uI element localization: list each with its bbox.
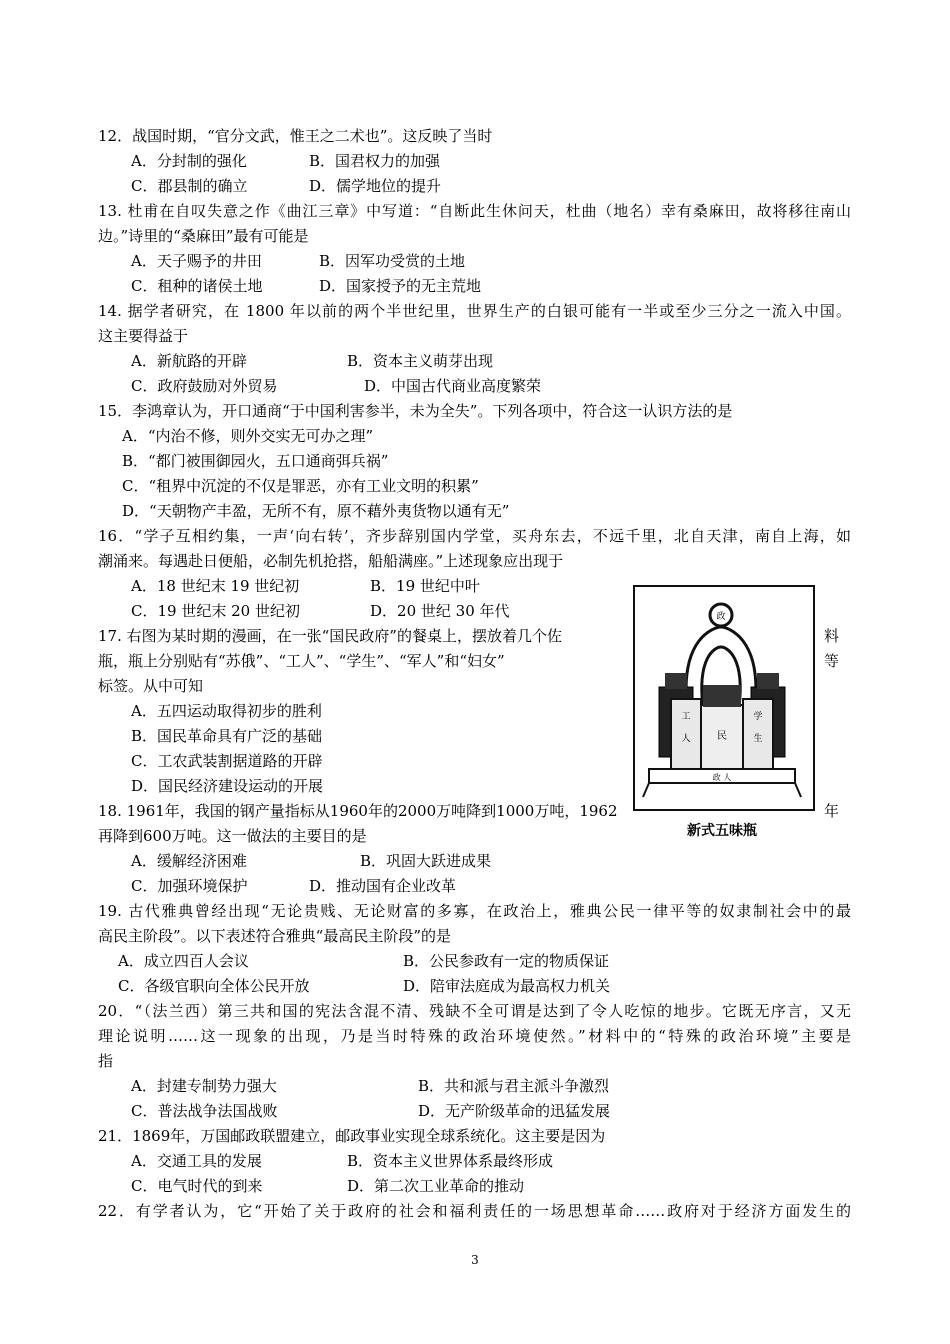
q17-option-a: A．五四运动取得初步的胜利 [131, 702, 322, 720]
q20-stem-line1: 20．“（法兰西）第三共和国的宪法含混不清、残缺不全可谓是达到了令人吃惊的地步。它既无序言，又无 [98, 1002, 851, 1020]
label-right: 学 [753, 712, 763, 722]
q13-stem-line1: 13. 杜甫在自叹失意之作《曲江三章》中写道：“自断此生休问天，杜曲（地名）幸有桑麻田，故将移往南山 [98, 202, 851, 220]
condiment-bottles-illustration [635, 587, 809, 805]
q12-stem: 12．战国时期，“官分文武，惟王之二术也”。这反映了当时 [98, 127, 493, 145]
q17-stem-line2: 瓶，瓶上分别贴有“苏俄”、“工人”、“学生”、“军人”和“妇女” [98, 652, 505, 670]
page-number: 3 [471, 1253, 479, 1267]
q18-stem-line2: 再降到600万吨。这一做法的主要目的是 [98, 827, 367, 845]
q14-stem-line1: 14. 据学者研究，在 1800 年以前的两个半世纪里，世界生产的白银可能有一半或至少三分之一流入中国。 [98, 302, 851, 320]
cartoon-figure [633, 585, 815, 811]
q21-stem: 21．1869年，万国邮政联盟建立，邮政事业实现全球系统化。这主要是因为 [98, 1127, 606, 1145]
q13-option-a: A．天子赐予的井田 [131, 252, 262, 270]
label-base: 政 人 [712, 773, 732, 782]
q16-option-c: C．19 世纪末 20 世纪初 [131, 602, 300, 620]
q20-option-d: D．无产阶级革命的迅猛发展 [418, 1102, 611, 1120]
q18-option-b: B．巩固大跃进成果 [360, 852, 492, 870]
q12-option-d: D．儒学地位的提升 [309, 177, 442, 195]
q14-option-a: A．新航路的开辟 [131, 352, 247, 370]
q13-option-c: C．租种的诸侯土地 [131, 277, 263, 295]
q19-stem-line1: 19. 古代雅典曾经出现“无论贵贱、无论财富的多寡，在政治上，雅典公民一律平等的奴隶制社会中的最 [98, 902, 851, 920]
q19-option-a: A．成立四百人会议 [118, 952, 249, 970]
q12-option-c: C．郡县制的确立 [131, 177, 248, 195]
q15-stem: 15．李鸿章认为，开口通商“于中国利害参半，未为全失”。下列各项中，符合这一认识方法的是 [98, 402, 733, 420]
q22-stem-line1: 22．有学者认为，它“开始了关于政府的社会和福利责任的一场思想革命……政府对于经济方面发生的 [98, 1202, 851, 1220]
q18-stem-line1: 18. 1961年，我国的钢产量指标从1960年的2000万吨降到1000万吨，1962 [98, 802, 618, 820]
q19-option-d: D．陪审法庭成为最高权力机关 [403, 977, 611, 995]
q12-option-b: B．国君权力的加强 [309, 152, 441, 170]
q20-stem-line2: 理论说明……这一现象的出现，乃是当时特殊的政治环境使然。”材料中的“特殊的政治环境”主要是 [98, 1027, 851, 1045]
q17-stem-line1-end: 料 [824, 627, 840, 645]
q14-option-b: B．资本主义萌芽出现 [347, 352, 494, 370]
q18-option-c: C．加强环境保护 [131, 877, 248, 895]
q15-option-b: B．“都门被围御园火，五口通商弭兵祸” [122, 452, 389, 470]
q15-option-d: D．“天朝物产丰盈，无所不有，原不藉外夷货物以通有无” [122, 502, 510, 520]
q18-option-a: A．缓解经济困难 [131, 852, 247, 870]
q17-stem-line3: 标签。从中可知 [98, 677, 204, 695]
label-left: 工 [681, 712, 691, 722]
label-right-2: 生 [753, 734, 763, 744]
q19-option-c: C．各级官职向全体公民开放 [118, 977, 310, 995]
figure-caption: 新式五味瓶 [687, 823, 757, 839]
q20-option-b: B．共和派与君主派斗争激烈 [418, 1077, 610, 1095]
q20-stem-line3: 指 [98, 1052, 114, 1070]
q13-stem-line2: 边。”诗里的“桑麻田”最有可能是 [98, 227, 309, 245]
q14-stem-line2: 这主要得益于 [98, 327, 189, 345]
q14-option-d: D．中国古代商业高度繁荣 [364, 377, 542, 395]
label-middle: 民 [717, 731, 727, 742]
q16-stem-line1: 16．“学子互相约集，一声‘向右转’，齐步辞别国内学堂，买舟东去，不远千里，北自天津，南自上海，如 [98, 527, 851, 545]
q16-option-d: D．20 世纪 30 年代 [370, 602, 510, 620]
q21-option-a: A．交通工具的发展 [131, 1152, 262, 1170]
q14-option-c: C．政府鼓励对外贸易 [131, 377, 278, 395]
q13-option-b: B．因军功受赏的土地 [319, 252, 466, 270]
q19-stem-line2: 高民主阶段”。以下表述符合雅典“最高民主阶段”的是 [98, 927, 452, 945]
q13-option-d: D．国家授予的无主荒地 [319, 277, 482, 295]
q20-option-a: A．封建专制势力强大 [131, 1077, 277, 1095]
q20-option-c: C．普法战争法国战败 [131, 1102, 278, 1120]
q16-option-a: A．18 世纪末 19 世纪初 [131, 577, 300, 595]
q21-option-d: D．第二次工业革命的推动 [347, 1177, 525, 1195]
q15-option-a: A．“内治不修，则外交实无可办之理” [122, 427, 374, 445]
q21-option-b: B．资本主义世界体系最终形成 [347, 1152, 554, 1170]
q17-stem-line1: 17. 右图为某时期的漫画，在一张“国民政府”的餐桌上，摆放着几个佐 [98, 627, 562, 645]
q18-option-d: D．推动国有企业改革 [309, 877, 457, 895]
q17-stem-line2-end: 等 [824, 652, 840, 670]
q16-option-b: B．19 世纪中叶 [370, 577, 480, 595]
q17-option-c: C．工农武装割据道路的开辟 [131, 752, 323, 770]
q19-option-b: B．公民参政有一定的物质保证 [403, 952, 610, 970]
q18-stem-line1-end: 年 [824, 802, 840, 820]
q12-option-a: A．分封制的强化 [131, 152, 247, 170]
q17-option-b: B．国民革命具有广泛的基础 [131, 727, 323, 745]
q17-option-d: D．国民经济建设运动的开展 [131, 777, 324, 795]
q21-option-c: C．电气时代的到来 [131, 1177, 263, 1195]
q16-stem-line2: 潮涌来。每遇赴日便船，必制先机抢搭，船船满座。”上述现象应出现于 [98, 552, 564, 570]
label-top: 政 [716, 612, 726, 622]
label-left-2: 人 [681, 734, 691, 744]
q15-option-c: C．“租界中沉淀的不仅是罪恶，亦有工业文明的积累” [122, 477, 479, 495]
